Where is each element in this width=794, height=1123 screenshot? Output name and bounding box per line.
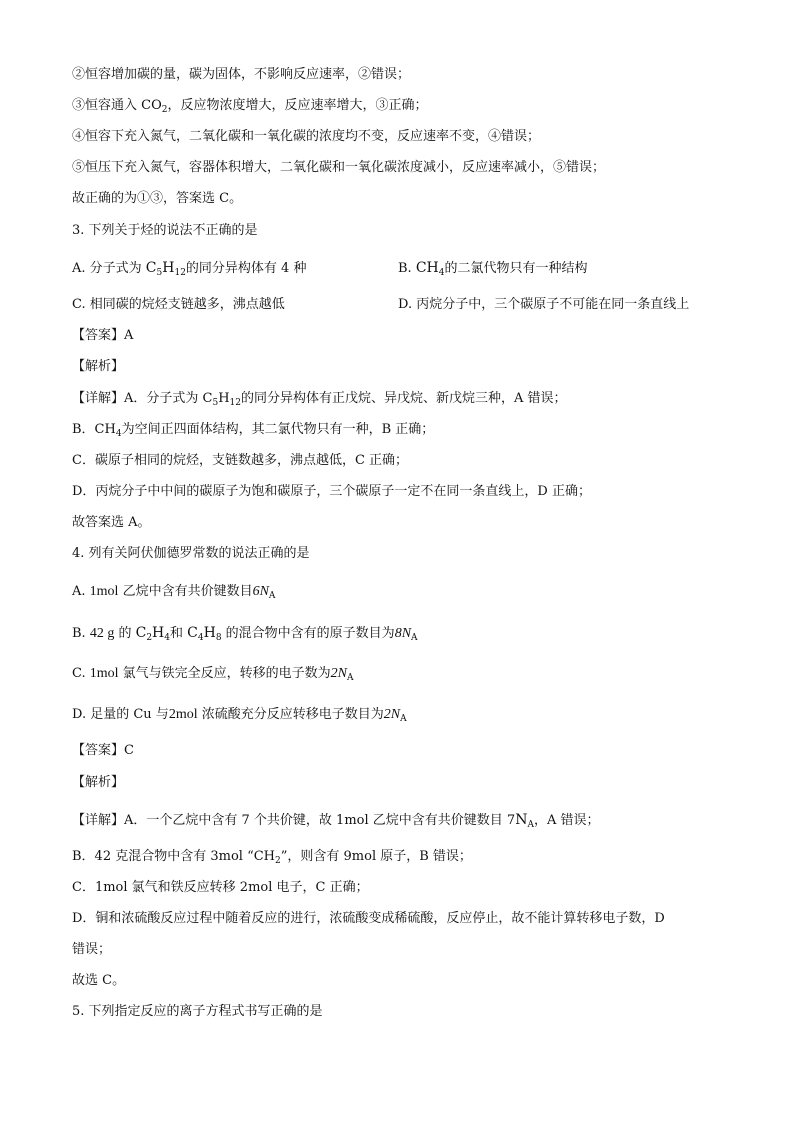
q4-option-b xyxy=(72,624,418,647)
q3-option-d: D. 丙烷分子中，三个碳原子不可能在同一条直线上 xyxy=(398,297,690,312)
q4-detail-c: C．1mol 氯气和铁反应转移 2mol 电子，C 正确； xyxy=(72,880,369,895)
q4-detail-d-continued: 错误； xyxy=(72,942,112,957)
q3-conclusion: 故答案选 A。 xyxy=(72,515,151,530)
subscript: A xyxy=(400,714,407,724)
avogadro-symbol: N xyxy=(337,666,348,681)
q4-option-a xyxy=(72,583,275,605)
subscript: A xyxy=(268,591,276,601)
detail-text: ”，则含有 9mol 原子，B 错误； xyxy=(280,849,472,864)
q3-stem: 3. 下列关于烃的说法不正确的是 xyxy=(72,223,258,238)
subscript: 2 xyxy=(161,105,168,115)
q2-conclusion: 故正确的为①③，答案选 C。 xyxy=(72,191,243,206)
q2-detail-line-4: ④恒容下充入氮气，二氧化碳和一氧化碳的浓度均不变，反应速率不变，④错误； xyxy=(72,129,541,144)
detail-text: B．CH xyxy=(72,422,116,437)
subscript: 2 xyxy=(275,856,281,866)
avogadro-symbol: N xyxy=(401,626,412,641)
option-text: D. 足量的 Cu 与 xyxy=(72,707,169,722)
option-text: A. 分子式为 xyxy=(72,261,146,276)
detail-text: 的同分异构体有正戊烷、异戊烷、新戊烷三种，A 错误； xyxy=(241,391,567,406)
option-text: 的 xyxy=(114,626,136,641)
q4-answer: 【答案】C xyxy=(72,743,134,758)
q4-conclusion: 故选 C。 xyxy=(72,973,126,988)
q4-option-c xyxy=(72,665,354,687)
quantity: 1mol xyxy=(89,666,119,681)
subscript: 5 xyxy=(212,398,219,408)
avogadro-symbol: N xyxy=(390,707,401,722)
option-text: 的同分异构体有 4 种 xyxy=(185,261,307,276)
option-text: B. xyxy=(398,261,416,276)
option-text: 和 xyxy=(170,626,188,641)
quantity: 42 g xyxy=(89,626,115,641)
formula-letter: C xyxy=(145,260,157,276)
avogadro-symbol: N xyxy=(515,812,528,828)
q3-detail-b xyxy=(72,421,434,443)
q2-detail-line-2: ②恒容增加碳的量，碳为固体，不影响反应速率，②错误； xyxy=(72,67,411,82)
detail-text: 为空间正四面体结构，其二氯代物只有一种，B 正确； xyxy=(121,422,435,437)
q3-answer: 【答案】A xyxy=(72,328,134,343)
quantity: 2 xyxy=(383,707,391,722)
q3-detail-c: C．碳原子相同的烷烃，支链数越多，沸点越低，C 正确； xyxy=(72,453,409,468)
q4-detail-a xyxy=(72,811,599,834)
q2-detail-line-3 xyxy=(72,97,428,119)
q3-option-c: C. 相同碳的烷烃支链越多，沸点越低 xyxy=(72,297,285,312)
option-text: C. xyxy=(72,666,90,681)
q3-detail-a xyxy=(72,390,567,412)
detail-text: 【详解】A．一个乙烷中含有 7 个共价键，故 1mol 乙烷中含有共价键数目 7 xyxy=(72,813,516,828)
option-text: 乙烷中含有共价键数目 xyxy=(118,584,253,599)
option-text: B. xyxy=(72,626,90,641)
avogadro-symbol: N xyxy=(259,584,269,599)
q4-option-d xyxy=(72,706,407,728)
option-text: 氯气与铁完全反应，转移的电子数为 xyxy=(118,666,331,681)
q3-option-b xyxy=(398,259,588,282)
q2-detail-line-5: ⑤恒压下充入氮气，容器体积增大，二氧化碳和一氧化碳浓度减小，反应速率减小，⑤错误； xyxy=(72,160,606,175)
subscript: A xyxy=(347,673,354,683)
subscript: 12 xyxy=(229,398,241,408)
detail-text: H xyxy=(218,391,230,406)
subscript: 4 xyxy=(115,429,122,439)
q4-detail-b xyxy=(72,848,472,870)
detail-text: ，A 错误； xyxy=(533,813,600,828)
q4-detail-d: D．铜和浓硫酸反应过程中随着反应的进行，浓硫酸变成稀硫酸，反应停止，故不能计算转移电子数，D xyxy=(72,911,665,926)
q2-detail-line-3-text: ③恒容通入 CO xyxy=(72,98,162,113)
quantity: 2 xyxy=(330,666,338,681)
subscript: 4 xyxy=(438,268,445,278)
option-text: A. xyxy=(72,584,90,599)
option-text: 的二氯代物只有一种结构 xyxy=(444,261,588,276)
q3-analysis-heading: 【解析】 xyxy=(72,359,125,374)
q5-stem: 5. 下列指定反应的离子方程式书写正确的是 xyxy=(72,1004,323,1019)
formula-letter: CH xyxy=(415,260,439,276)
subscript: 8 xyxy=(215,633,222,643)
formula-letter: C xyxy=(187,625,198,641)
q3-detail-d: D．丙烷分子中中间的碳原子为饱和碳原子，三个碳原子一定不在同一条直线上，D 正确； xyxy=(72,484,591,499)
subscript: 4 xyxy=(197,633,204,643)
q2-detail-line-3-text-end: ，反应物浓度增大，反应速率增大，③正确； xyxy=(167,98,428,113)
quantity: 6 xyxy=(252,584,260,599)
option-text: 的混合物中含有的原子数目为 xyxy=(221,626,395,641)
subscript: 12 xyxy=(174,268,186,278)
q4-analysis-heading: 【解析】 xyxy=(72,775,125,790)
subscript: 2 xyxy=(146,633,153,643)
formula-letter: H xyxy=(152,625,165,641)
q3-option-a xyxy=(72,259,306,282)
subscript: A xyxy=(527,820,534,830)
formula-letter: C xyxy=(135,625,147,641)
quantity: 1mol xyxy=(89,584,119,599)
subscript: 4 xyxy=(164,633,170,643)
detail-text: 【详解】A．分子式为 C xyxy=(72,391,213,406)
subscript: 5 xyxy=(156,268,163,278)
detail-text: B．42 克混合物中含有 3mol “CH xyxy=(72,849,276,864)
quantity: 8 xyxy=(394,626,402,641)
subscript: A xyxy=(411,633,418,643)
formula-letter: H xyxy=(162,260,175,276)
option-text: 浓硫酸充分反应转移电子数目为 xyxy=(197,707,384,722)
q4-stem: 4. 列有关阿伏伽德罗常数的说法正确的是 xyxy=(72,546,310,561)
quantity: 2mol xyxy=(168,707,198,722)
formula-letter: H xyxy=(203,625,216,641)
